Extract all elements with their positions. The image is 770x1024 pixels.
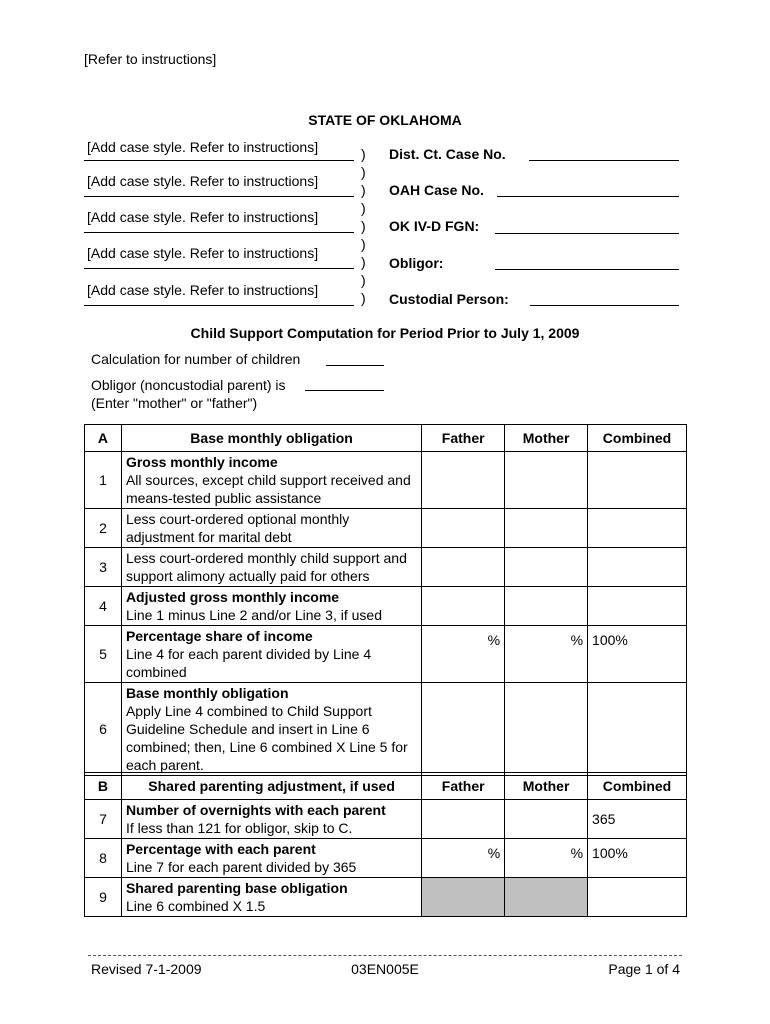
case-style-2[interactable]: [Add case style. Refer to instructions]	[87, 173, 319, 189]
col-mother: Mother	[505, 773, 588, 800]
calc-children-label: Calculation for number of children	[91, 351, 301, 367]
line-text: Line 7 for each parent divided by 365	[125, 859, 357, 875]
table-row	[85, 626, 687, 683]
dist-ct-case-field[interactable]	[529, 160, 679, 161]
line-title: Percentage share of income	[125, 628, 313, 644]
line-title: Percentage with each parent	[125, 841, 316, 857]
table-row	[85, 452, 687, 509]
combined-percent[interactable]: 100%	[588, 839, 687, 878]
line-number: 3	[85, 548, 122, 587]
father-cell[interactable]	[422, 800, 505, 839]
line-text: All sources, except child support received and means-tested public assistance	[125, 472, 411, 506]
children-count-field[interactable]	[326, 365, 384, 366]
section-b-heading: Shared parenting adjustment, if used	[121, 773, 421, 800]
combined-cell[interactable]	[588, 509, 687, 548]
obligor-is-label: Obligor (noncustodial parent) is	[91, 377, 286, 393]
section-b-letter: B	[85, 773, 122, 800]
mother-cell[interactable]	[505, 452, 588, 509]
footer-divider	[88, 955, 682, 956]
line-number: 4	[85, 587, 122, 626]
ok-ivd-field[interactable]	[495, 233, 679, 234]
state-title: STATE OF OKLAHOMA	[308, 112, 462, 128]
combined-cell[interactable]	[588, 587, 687, 626]
line-title: Shared parenting base obligation	[125, 880, 348, 896]
custodial-field[interactable]	[530, 305, 679, 306]
combined-percent[interactable]: 100%	[588, 626, 687, 683]
paren: )	[361, 236, 366, 252]
line-text: Apply Line 4 combined to Child Support Guideline Schedule and insert in Line 6 combined; then, Line 6 combined X Line 5 for each parent.	[125, 703, 408, 773]
revised-date: Revised 7-1-2009	[91, 961, 202, 977]
line-title: Gross monthly income	[125, 454, 278, 470]
line-title: Base monthly obligation	[125, 685, 289, 701]
line-text: Line 6 combined X 1.5	[125, 898, 266, 914]
obligor-field[interactable]	[495, 269, 679, 270]
table-row	[85, 839, 687, 878]
father-percent[interactable]: %	[422, 839, 505, 878]
section-a-letter: A	[85, 425, 122, 452]
mother-cell-disabled	[505, 878, 588, 917]
table-row	[85, 587, 687, 626]
paren: )	[361, 146, 366, 162]
table-row	[85, 683, 687, 776]
paren: )	[361, 272, 366, 288]
mother-percent[interactable]: %	[505, 626, 588, 683]
paren: )	[361, 218, 366, 234]
enter-hint: (Enter "mother" or "father")	[91, 395, 258, 411]
oah-case-label: OAH Case No.	[389, 182, 484, 198]
case-style-line	[84, 268, 354, 269]
paren: )	[361, 290, 366, 306]
mother-cell[interactable]	[505, 548, 588, 587]
section-b-table	[84, 772, 687, 917]
oah-case-field[interactable]	[497, 196, 679, 197]
ok-ivd-label: OK IV-D FGN:	[389, 218, 480, 234]
line-number: 2	[85, 509, 122, 548]
combined-cell[interactable]	[588, 878, 687, 917]
line-number: 6	[85, 683, 122, 776]
col-father: Father	[422, 425, 505, 452]
combined-overnights[interactable]: 365	[588, 800, 687, 839]
father-cell[interactable]	[422, 509, 505, 548]
line-text: If less than 121 for obligor, skip to C.	[125, 820, 353, 836]
combined-cell[interactable]	[588, 452, 687, 509]
line-number: 1	[85, 452, 122, 509]
father-percent[interactable]: %	[422, 626, 505, 683]
line-number: 9	[85, 878, 122, 917]
form-number: 03EN005E	[351, 961, 419, 977]
line-number: 8	[85, 839, 122, 878]
col-mother: Mother	[505, 425, 588, 452]
line-text: Less court-ordered optional monthly adjustment for marital debt	[125, 511, 350, 545]
mother-percent[interactable]: %	[505, 839, 588, 878]
table-row	[85, 548, 687, 587]
section-a-table	[84, 424, 687, 776]
table-row	[85, 800, 687, 839]
line-number: 5	[85, 626, 122, 683]
page-number: Page 1 of 4	[608, 961, 680, 977]
father-cell[interactable]	[422, 683, 505, 776]
case-style-4[interactable]: [Add case style. Refer to instructions]	[87, 245, 319, 261]
combined-cell[interactable]	[588, 683, 687, 776]
paren: )	[361, 164, 366, 180]
case-style-line	[84, 232, 354, 233]
father-cell-disabled	[422, 878, 505, 917]
case-style-line	[84, 305, 354, 306]
paren: )	[361, 200, 366, 216]
line-text: Line 1 minus Line 2 and/or Line 3, if used	[125, 607, 382, 623]
paren: )	[361, 254, 366, 270]
line-title: Adjusted gross monthly income	[125, 589, 340, 605]
section-a-heading: Base monthly obligation	[121, 425, 421, 452]
father-cell[interactable]	[422, 548, 505, 587]
case-style-line	[84, 196, 354, 197]
table-row	[85, 878, 687, 917]
col-combined: Combined	[588, 425, 687, 452]
refer-note: [Refer to instructions]	[84, 51, 217, 67]
col-father: Father	[422, 773, 505, 800]
mother-cell[interactable]	[505, 800, 588, 839]
father-cell[interactable]	[422, 452, 505, 509]
father-cell[interactable]	[422, 587, 505, 626]
combined-cell[interactable]	[588, 548, 687, 587]
mother-cell[interactable]	[505, 587, 588, 626]
paren: )	[361, 182, 366, 198]
case-style-1[interactable]: [Add case style. Refer to instructions]	[87, 139, 319, 155]
col-combined: Combined	[588, 773, 687, 800]
case-style-5[interactable]: [Add case style. Refer to instructions]	[87, 282, 319, 298]
obligor-parent-field[interactable]	[305, 390, 384, 391]
computation-title: Child Support Computation for Period Prior to July 1, 2009	[190, 325, 580, 341]
table-row	[85, 509, 687, 548]
case-style-3[interactable]: [Add case style. Refer to instructions]	[87, 209, 319, 225]
case-style-line	[84, 160, 354, 161]
line-number: 7	[85, 800, 122, 839]
mother-cell[interactable]	[505, 683, 588, 776]
line-title: Number of overnights with each parent	[125, 802, 386, 818]
custodial-label: Custodial Person:	[389, 291, 509, 307]
line-text: Line 4 for each parent divided by Line 4 combined	[125, 646, 372, 680]
mother-cell[interactable]	[505, 509, 588, 548]
obligor-label: Obligor:	[389, 255, 444, 271]
line-text: Less court-ordered monthly child support and support alimony actually paid for others	[125, 550, 407, 584]
dist-ct-case-label: Dist. Ct. Case No.	[389, 146, 506, 162]
